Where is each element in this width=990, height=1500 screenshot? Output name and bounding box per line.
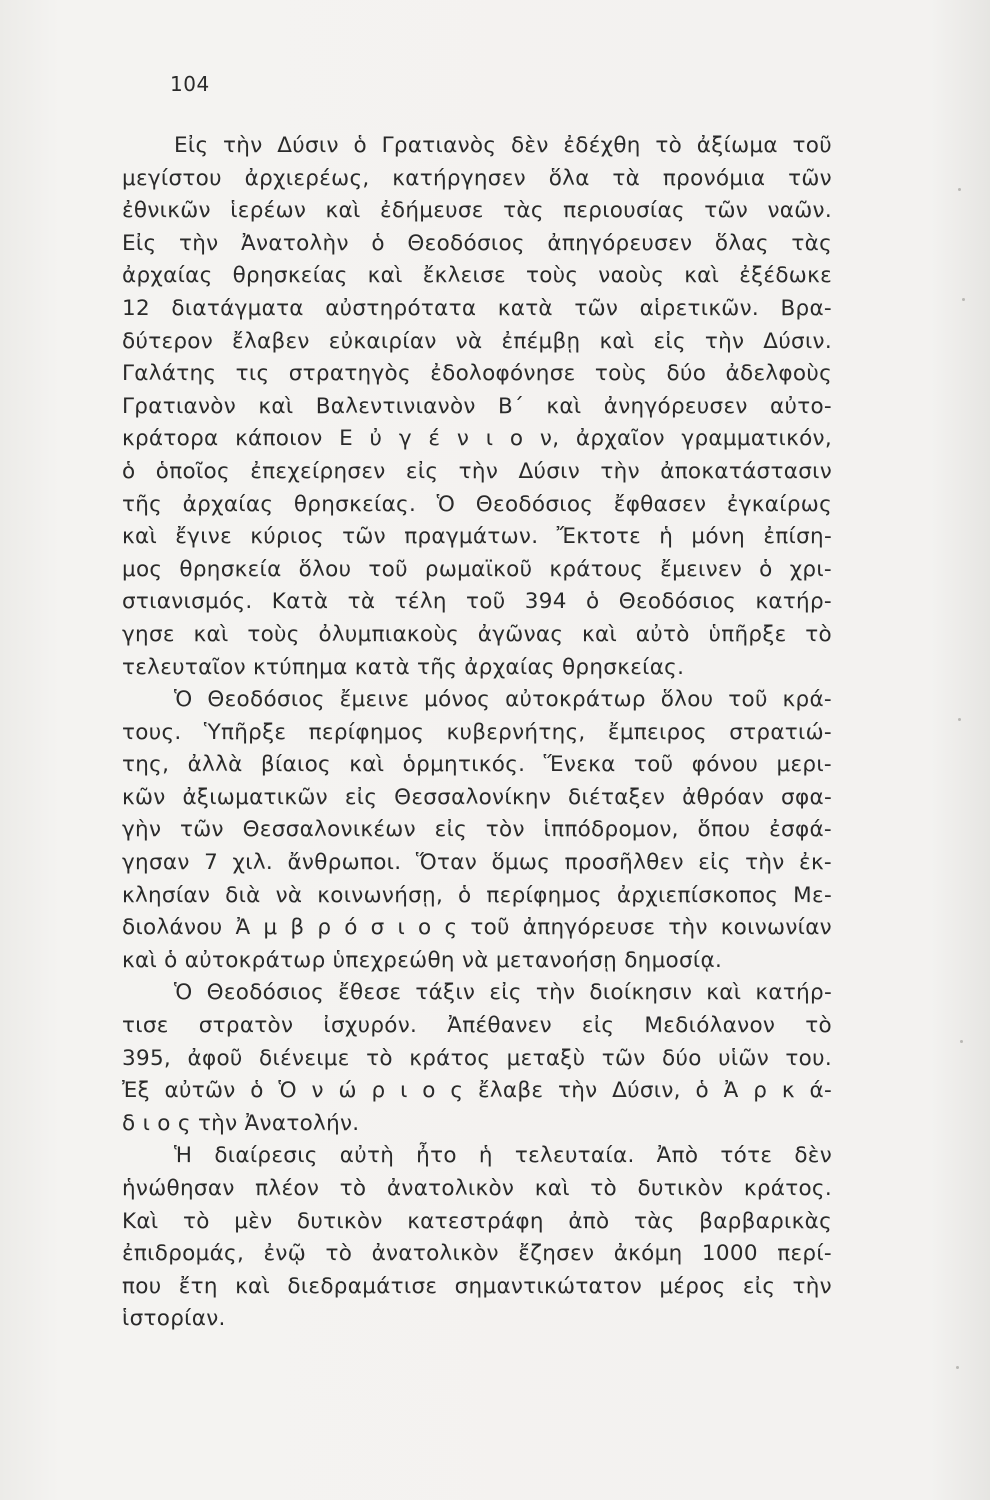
text-line: Γαλάτης τις στρατηγὸς ἐδολοφόνησε τοὺς δύο ἀδελφοὺς [122,361,832,387]
text-line: μεγίστου ἀρχιερέως, κατήργησεν ὅλα τὰ προνόμια τῶν [122,165,832,191]
text-line: Καὶ τὸ μὲν δυτικὸν κατεστράφη ἀπὸ τὰς βαρβαρικὰς [122,1208,832,1234]
text-line: Ὁ Θεοδόσιος ἔθεσε τάξιν εἰς τὴν διοίκησιν καὶ κατήρ- [174,980,832,1006]
text-line: 12 διατάγματα αὐστηρότατα κατὰ τῶν αἱρετικῶν. Βρα- [122,295,832,321]
text-line: ἀρχαίας θρησκείας καὶ ἔκλεισε τοὺς ναοὺς καὶ ἐξέδωκε [122,263,832,289]
text-line: καὶ ἔγινε κύριος τῶν πραγμάτων. Ἔκτοτε ἡ μόνη ἐπίση- [122,524,832,550]
margin-speck [958,188,961,191]
text-line: τους. Ὑπῆρξε περίφημος κυβερνήτης, ἔμπειρος στρατιώ- [122,719,832,745]
text-line: τῆς ἀρχαίας θρησκείας. Ὁ Θεοδόσιος ἔφθασεν ἐγκαίρως [122,491,832,517]
text-line: ὁ ὁποῖος ἐπεχείρησεν εἰς τὴν Δύσιν τὴν ἀποκατάστασιν [122,458,832,484]
text-line: ἐπιδρομάς, ἐνῷ τὸ ἀνατολικὸν ἔζησεν ἀκόμη 1000 περί- [122,1241,832,1267]
text-line: Εἰς τὴν Ἀνατολὴν ὁ Θεοδόσιος ἀπηγόρευσεν ὅλας τὰς [122,230,832,256]
text-line: που ἔτη καὶ διεδραμάτισε σημαντικώτατον μέρος εἰς τὴν [122,1273,832,1299]
text-line: καὶ ὁ αὐτοκράτωρ ὑπεχρεώθη νὰ μετανοήσῃ δημοσίᾳ. [122,947,723,973]
text-line: μος θρησκεία ὅλου τοῦ ρωμαϊκοῦ κράτους ἔμεινεν ὁ χρι- [122,556,832,582]
margin-speck [962,298,965,301]
margin-speck [960,1040,963,1043]
text-line: τισε στρατὸν ἰσχυρόν. Ἀπέθανεν εἰς Μεδιόλανον τὸ [122,1013,832,1039]
text-line: γὴν τῶν Θεσσαλονικέων εἰς τὸν ἱππόδρομον, ὅπου ἐσφά- [122,817,832,843]
text-line: δ ι ο ς τὴν Ἀνατολήν. [122,1110,360,1136]
text-line: Εἰς τὴν Δύσιν ὁ Γρατιανὸς δὲν ἐδέχθη τὸ ἀξίωμα τοῦ [174,133,832,158]
text-line: τελευταῖον κτύπημα κατὰ τῆς ἀρχαίας θρησκείας. [122,654,685,680]
text-line: κλησίαν διὰ νὰ κοινωνήσῃ, ὁ περίφημος ἀρχιεπίσκοπος Με- [122,882,832,908]
text-line: γησε καὶ τοὺς ὀλυμπιακοὺς ἀγῶνας καὶ αὐτὸ ὑπῆρξε τὸ [122,621,832,647]
text-line: Ὁ Θεοδόσιος ἔμεινε μόνος αὐτοκράτωρ ὅλου τοῦ κρά- [174,687,832,713]
text-line: Γρατιανὸν καὶ Βαλεντινιανὸν Β΄ καὶ ἀνηγόρευσεν αὐτο- [122,393,832,419]
margin-speck [956,1366,959,1369]
text-line: στιανισμός. Κατὰ τὰ τέλη τοῦ 394 ὁ Θεοδόσιος κατήρ- [122,589,832,615]
text-line: 395, ἀφοῦ διένειμε τὸ κράτος μεταξὺ τῶν δύο υἱῶν του. [122,1045,832,1071]
text-line: διολάνου Ἀ μ β ρ ό σ ι ο ς τοῦ ἀπηγόρευσε τὴν κοινωνίαν [122,915,832,941]
text-line: δύτερον ἔλαβεν εὐκαιρίαν νὰ ἐπέμβῃ καὶ εἰς τὴν Δύσιν. [122,328,832,354]
margin-speck [958,718,961,721]
text-line: γησαν 7 χιλ. ἄνθρωποι. Ὅταν ὅμως προσῆλθεν εἰς τὴν ἐκ- [122,850,832,876]
text-line: ἱστορίαν. [122,1306,226,1332]
text-line: ἐθνικῶν ἱερέων καὶ ἐδήμευσε τὰς περιουσίας τῶν ναῶν. [122,198,832,224]
text-line: κράτορα κάποιον Ε ὐ γ έ ν ι ο ν, ἀρχαῖον γραμματικόν, [122,426,832,452]
text-line: Ἡ διαίρεσις αὐτὴ ἦτο ἡ τελευταία. Ἀπὸ τότε δὲν [174,1143,832,1169]
text-line: κῶν ἀξιωματικῶν εἰς Θεσσαλονίκην διέταξεν ἀθρόαν σφα- [122,784,832,810]
text-line: Ἐξ αὐτῶν ὁ Ὁ ν ώ ρ ι ο ς ἔλαβε τὴν Δύσιν, ὁ Ἀ ρ κ ά- [122,1078,832,1104]
body-text [122,130,832,1336]
page-number: 104 [170,72,210,96]
text-line: της, ἀλλὰ βίαιος καὶ ὁρμητικός. Ἕνεκα τοῦ φόνου μερι- [122,752,832,778]
text-line: ἡνώθησαν πλέον τὸ ἀνατολικὸν καὶ τὸ δυτικὸν κράτος. [122,1176,832,1201]
